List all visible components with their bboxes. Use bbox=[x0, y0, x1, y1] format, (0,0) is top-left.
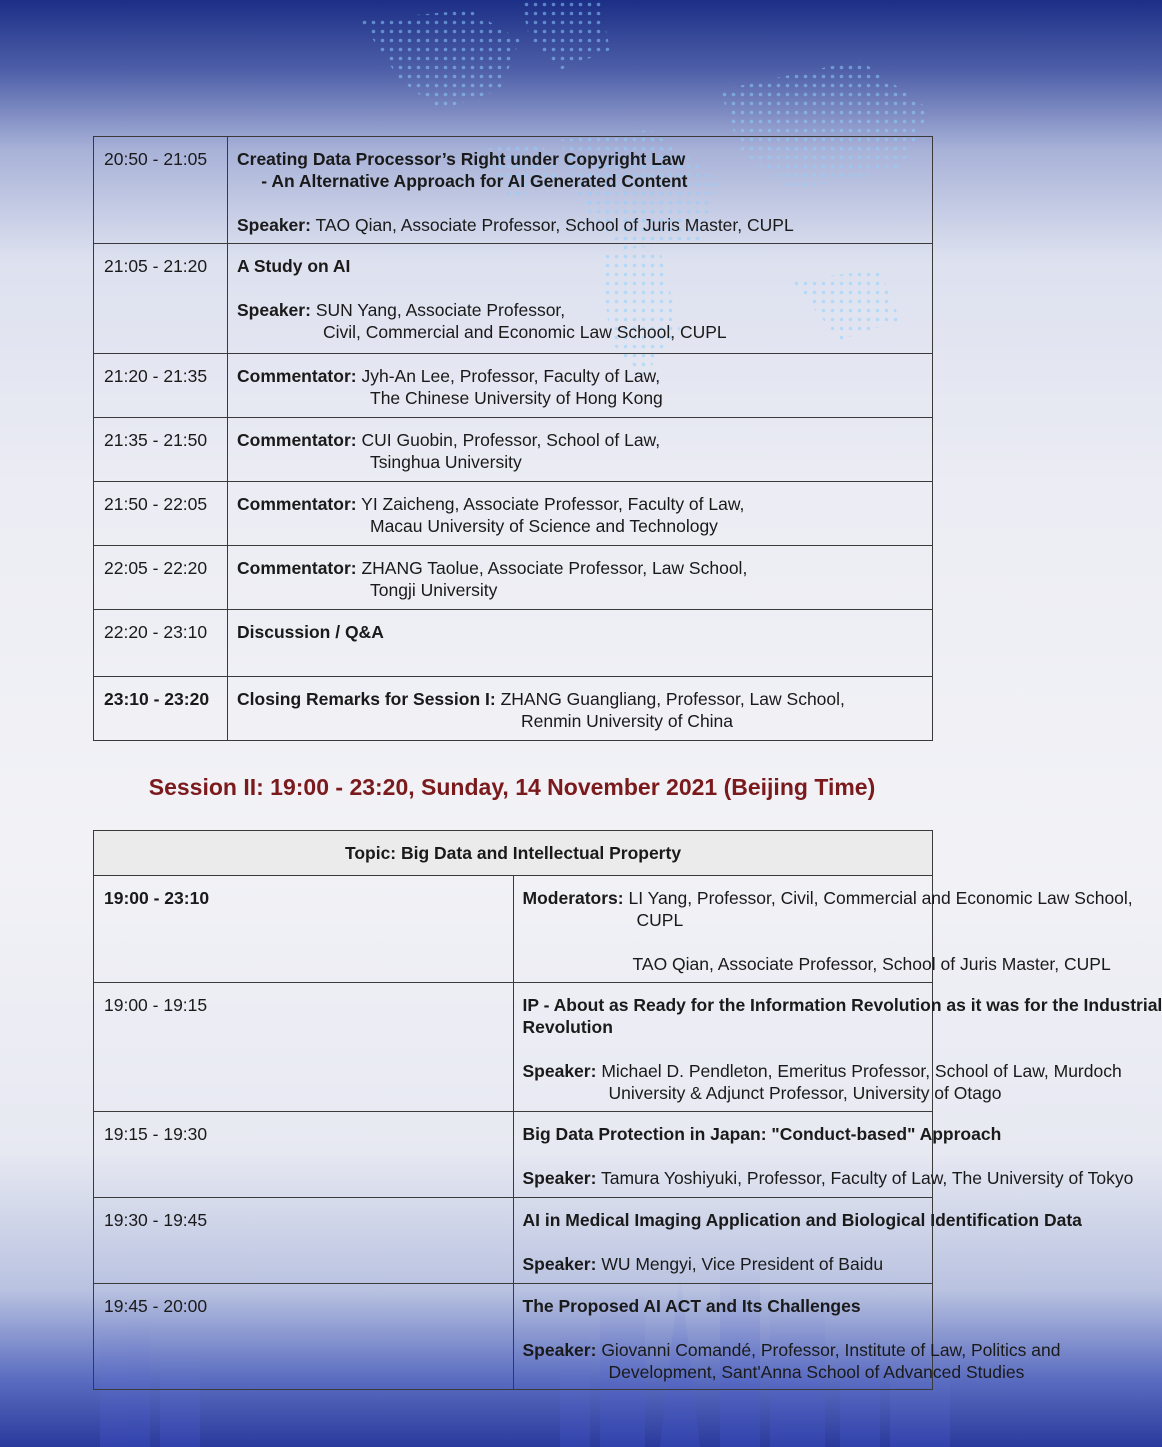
commentator-info: Jyh-An Lee, Professor, Faculty of Law, bbox=[361, 366, 661, 386]
speaker-label: Speaker: bbox=[522, 1168, 597, 1188]
discussion-title: Discussion / Q&A bbox=[237, 622, 384, 642]
commentator-info: ZHANG Taolue, Associate Professor, Law School, bbox=[361, 558, 748, 578]
agenda-item bbox=[228, 546, 933, 610]
time-slot: 23:10 - 23:20 bbox=[94, 677, 228, 741]
table-row bbox=[94, 876, 933, 983]
speaker-affiliation: University & Adjunct Professor, University of Otago bbox=[608, 1083, 1002, 1103]
commentator-affiliation: Tongji University bbox=[370, 580, 498, 600]
topic-header: Topic: Big Data and Intellectual Property bbox=[94, 831, 933, 876]
agenda-item bbox=[228, 677, 933, 741]
topic-row bbox=[94, 831, 933, 876]
commentator-label: Commentator: bbox=[237, 494, 357, 514]
time-slot: 22:20 - 23:10 bbox=[94, 610, 228, 677]
table-row bbox=[94, 354, 933, 418]
speaker-info: WU Mengyi, Vice President of Baidu bbox=[601, 1254, 884, 1274]
table-row bbox=[94, 1112, 933, 1198]
agenda-item bbox=[513, 983, 1162, 1112]
agenda-item bbox=[513, 1198, 1082, 1284]
commentator-affiliation: Tsinghua University bbox=[370, 452, 522, 472]
speaker-info: SUN Yang, Associate Professor, bbox=[315, 300, 566, 320]
table-row bbox=[94, 482, 933, 546]
commentator-label: Commentator: bbox=[237, 430, 357, 450]
talk-title-cont: Revolution bbox=[522, 1017, 613, 1037]
talk-subtitle: - An Alternative Approach for AI Generated Content bbox=[237, 171, 688, 191]
talk-title: The Proposed AI ACT and Its Challenges bbox=[522, 1296, 861, 1316]
moderator-affiliation: CUPL bbox=[636, 910, 684, 930]
talk-title: A Study on AI bbox=[237, 256, 351, 276]
moderator-info-2: TAO Qian, Associate Professor, School of Juris Master, CUPL bbox=[632, 954, 1111, 974]
time-slot: 22:05 - 22:20 bbox=[94, 546, 228, 610]
table-row bbox=[94, 1284, 933, 1390]
agenda-item bbox=[513, 1112, 1134, 1198]
closing-remarks-label: Closing Remarks for Session I: bbox=[237, 689, 496, 709]
talk-title: Creating Data Processor’s Right under Copyright Law bbox=[237, 149, 686, 169]
agenda-item bbox=[228, 354, 933, 418]
time-slot: 19:15 - 19:30 bbox=[94, 1112, 514, 1198]
agenda-item bbox=[228, 418, 933, 482]
table-row bbox=[94, 546, 933, 610]
session2-schedule-table bbox=[93, 830, 1162, 1390]
speaker-label: Speaker: bbox=[237, 215, 311, 235]
time-slot: 19:00 - 23:10 bbox=[94, 876, 514, 983]
time-slot: 19:45 - 20:00 bbox=[94, 1284, 514, 1390]
table-row bbox=[94, 610, 933, 677]
time-slot: 21:20 - 21:35 bbox=[94, 354, 228, 418]
commentator-info: CUI Guobin, Professor, School of Law, bbox=[361, 430, 661, 450]
commentator-affiliation: Macau University of Science and Technology bbox=[370, 516, 718, 536]
commentator-label: Commentator: bbox=[237, 558, 357, 578]
table-row bbox=[94, 983, 933, 1112]
table-row bbox=[94, 677, 933, 741]
agenda-item bbox=[513, 1284, 1061, 1390]
speaker-info: TAO Qian, Associate Professor, School of Juris Master, CUPL bbox=[315, 215, 794, 235]
closing-remarks-info: ZHANG Guangliang, Professor, Law School, bbox=[500, 689, 845, 709]
session-heading: Session II: 19:00 - 23:20, Sunday, 14 November 2021 (Beijing Time) bbox=[148, 774, 876, 800]
speaker-affiliation: Development, Sant'Anna School of Advanced Studies bbox=[608, 1362, 1025, 1382]
commentator-label: Commentator: bbox=[237, 366, 357, 386]
table-row bbox=[94, 244, 933, 354]
time-slot: 21:05 - 21:20 bbox=[94, 244, 228, 354]
speaker-label: Speaker: bbox=[522, 1061, 597, 1081]
table-row bbox=[94, 418, 933, 482]
session1-schedule-table bbox=[93, 136, 933, 741]
speaker-label: Speaker: bbox=[237, 300, 311, 320]
time-slot: 20:50 - 21:05 bbox=[94, 137, 228, 244]
talk-title: Big Data Protection in Japan: "Conduct-based" Approach bbox=[522, 1124, 1002, 1144]
commentator-affiliation: The Chinese University of Hong Kong bbox=[370, 388, 663, 408]
speaker-info: Michael D. Pendleton, Emeritus Professor, School of Law, Murdoch bbox=[601, 1061, 1122, 1081]
time-slot: 19:30 - 19:45 bbox=[94, 1198, 514, 1284]
closing-remarks-affiliation: Renmin University of China bbox=[521, 711, 734, 731]
talk-title: IP - About as Ready for the Information Revolution as it was for the Industrial bbox=[522, 995, 1162, 1015]
speaker-info: Tamura Yoshiyuki, Professor, Faculty of Law, The University of Tokyo bbox=[600, 1168, 1134, 1188]
speaker-label: Speaker: bbox=[522, 1254, 597, 1274]
agenda-item bbox=[513, 876, 1133, 983]
time-slot: 21:35 - 21:50 bbox=[94, 418, 228, 482]
agenda-item bbox=[228, 137, 933, 244]
talk-title: AI in Medical Imaging Application and Biological Identification Data bbox=[522, 1210, 1082, 1230]
speaker-info: Giovanni Comandé, Professor, Institute of Law, Politics and bbox=[601, 1340, 1061, 1360]
agenda-item bbox=[228, 610, 933, 677]
time-slot: 19:00 - 19:15 bbox=[94, 983, 514, 1112]
commentator-info: YI Zaicheng, Associate Professor, Faculty of Law, bbox=[361, 494, 745, 514]
table-row bbox=[94, 1198, 933, 1284]
time-slot: 21:50 - 22:05 bbox=[94, 482, 228, 546]
table-row bbox=[94, 137, 933, 244]
agenda-item bbox=[228, 482, 933, 546]
speaker-affiliation: Civil, Commercial and Economic Law School, CUPL bbox=[323, 322, 727, 342]
agenda-item bbox=[228, 244, 933, 354]
moderators-label: Moderators: bbox=[522, 888, 624, 908]
speaker-label: Speaker: bbox=[522, 1340, 597, 1360]
moderator-info: LI Yang, Professor, Civil, Commercial and Economic Law School, bbox=[628, 888, 1133, 908]
